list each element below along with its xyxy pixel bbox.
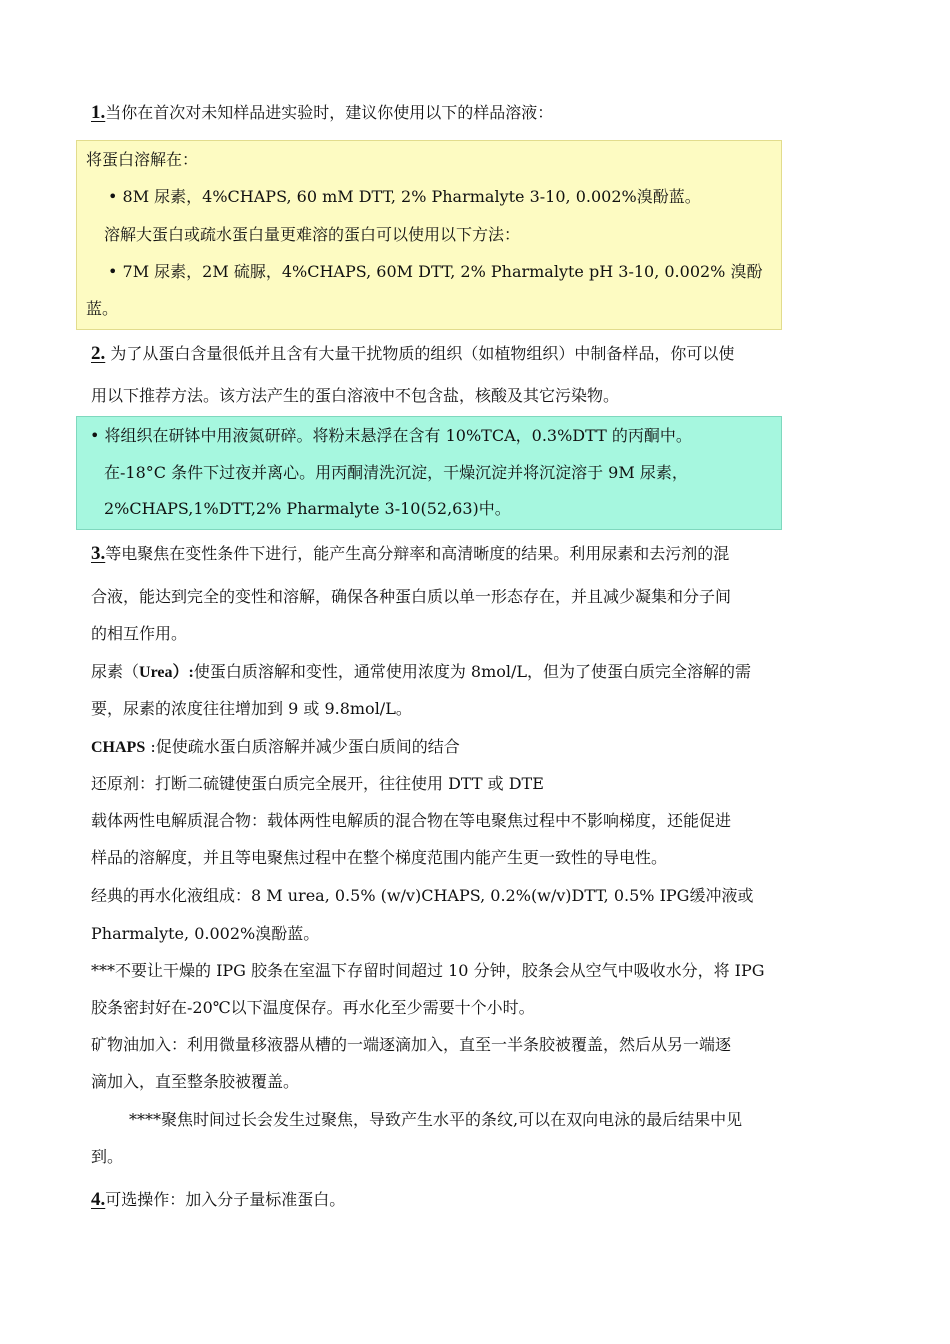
urea-label-suffix: ）: xyxy=(172,664,194,681)
storage-note-line-2: 胶条密封好在-20℃以下温度保存。再水化至少需要十个小时。 xyxy=(91,998,535,1017)
mineral-oil-line-1: 矿物油加入：利用微量移液器从槽的一端逐滴加入，直至一半条胶被覆盖，然后从另一端逐 xyxy=(91,1035,732,1054)
section-2-text-line-2: 用以下推荐方法。该方法产生的蛋白溶液中不包含盐，核酸及其它污染物。 xyxy=(91,386,620,405)
section-3-text-line-1: 等电聚焦在变性条件下进行，能产生高分辩率和高清晰度的结果。利用尿素和去污剂的混 xyxy=(105,544,730,563)
section-1-heading xyxy=(91,103,553,123)
section-3-number: 3. xyxy=(91,543,106,564)
urea-paragraph-line-2: 要，尿素的浓度往往增加到 9 或 9.8mol/L。 xyxy=(91,699,412,718)
carrier-ampholyte-line-2: 样品的溶解度，并且等电聚焦过程中在整个梯度范围内能产生更一致性的导电性。 xyxy=(91,848,668,867)
urea-label-prefix: 尿素（ xyxy=(91,662,140,681)
yellow-box-line-3: 溶解大蛋白或疏水蛋白量更难溶的蛋白可以使用以下方法： xyxy=(104,225,521,244)
urea-label-bold: Urea xyxy=(139,664,173,681)
section-3-heading xyxy=(91,544,729,564)
yellow-box-line-1: 将蛋白溶解在： xyxy=(86,150,199,169)
section-2-text-line-1: 为了从蛋白含量很低并且含有大量干扰物质的组织（如植物组织）中制备样品，你可以使 xyxy=(105,344,735,363)
section-2-number: 2. xyxy=(91,343,106,364)
section-4-heading xyxy=(91,1190,345,1210)
chaps-label: CHAPS xyxy=(91,739,146,756)
section-3-text-line-3: 的相互作用。 xyxy=(91,624,188,643)
chaps-description: :促使疏水蛋白质溶解并减少蛋白质间的结合 xyxy=(145,737,460,756)
carrier-ampholyte-line-1: 载体两性电解质混合物：载体两性电解质的混合物在等电聚焦过程中不影响梯度，还能促进 xyxy=(91,811,732,830)
section-1-text: 当你在首次对未知样品进实验时，建议你使用以下的样品溶液： xyxy=(105,103,554,122)
green-box-line-3: 2%CHAPS,1%DTT,2% Pharmalyte 3-10(52,63)中。 xyxy=(104,499,511,518)
green-box-line-2: 在-18°C 条件下过夜并离心。用丙酮清洗沉淀，干燥沉淀并将沉淀溶于 9M 尿素， xyxy=(104,463,688,482)
chaps-paragraph xyxy=(91,737,460,758)
yellow-box-line-5: 蓝。 xyxy=(86,299,119,318)
section-1-number: 1. xyxy=(91,102,106,123)
yellow-box-line-4: • 7M 尿素，2M 硫脲，4%CHAPS, 60M DTT, 2% Pharmalyte pH 3-10, 0.002% 溴酚 xyxy=(108,262,763,281)
section-4-text: 可选操作：加入分子量标准蛋白。 xyxy=(105,1190,346,1209)
mineral-oil-line-2: 滴加入，直至整条胶被覆盖。 xyxy=(91,1072,300,1091)
rehydration-line-2: Pharmalyte, 0.002%溴酚蓝。 xyxy=(91,924,320,943)
focusing-note-line-2: 到。 xyxy=(91,1147,124,1166)
yellow-box-line-2: • 8M 尿素，4%CHAPS, 60 mM DTT, 2% Pharmalyte 3-10, 0.002%溴酚蓝。 xyxy=(108,187,701,206)
urea-description: 使蛋白质溶解和变性，通常使用浓度为 8mol/L，但为了使蛋白质完全溶解的需 xyxy=(193,662,752,681)
rehydration-line-1: 经典的再水化液组成：8 M urea, 0.5% (w/v)CHAPS, 0.2%(w/v)DTT, 0.5% IPG缓冲液或 xyxy=(91,886,754,905)
storage-note-line-1: ***不要让干燥的 IPG 胶条在室温下存留时间超过 10 分钟，胶条会从空气中吸收水分，将 IPG xyxy=(91,961,765,980)
focusing-note-line-1: ****聚焦时间过长会发生过聚焦，导致产生水平的条纹,可以在双向电泳的最后结果中见 xyxy=(129,1110,743,1129)
section-3-text-line-2: 合液，能达到完全的变性和溶解，确保各种蛋白质以单一形态存在，并且减少凝集和分子间 xyxy=(91,587,732,606)
section-4-number: 4. xyxy=(91,1189,106,1210)
section-2-heading xyxy=(91,344,734,364)
urea-paragraph-line-1 xyxy=(91,662,751,683)
reducing-agent-paragraph: 还原剂：打断二硫键使蛋白质完全展开，往往使用 DTT 或 DTE xyxy=(91,774,544,793)
green-box-line-1: • 将组织在研钵中用液氮研碎。将粉末悬浮在含有 10%TCA，0.3%DTT 的丙酮中。 xyxy=(90,426,692,445)
